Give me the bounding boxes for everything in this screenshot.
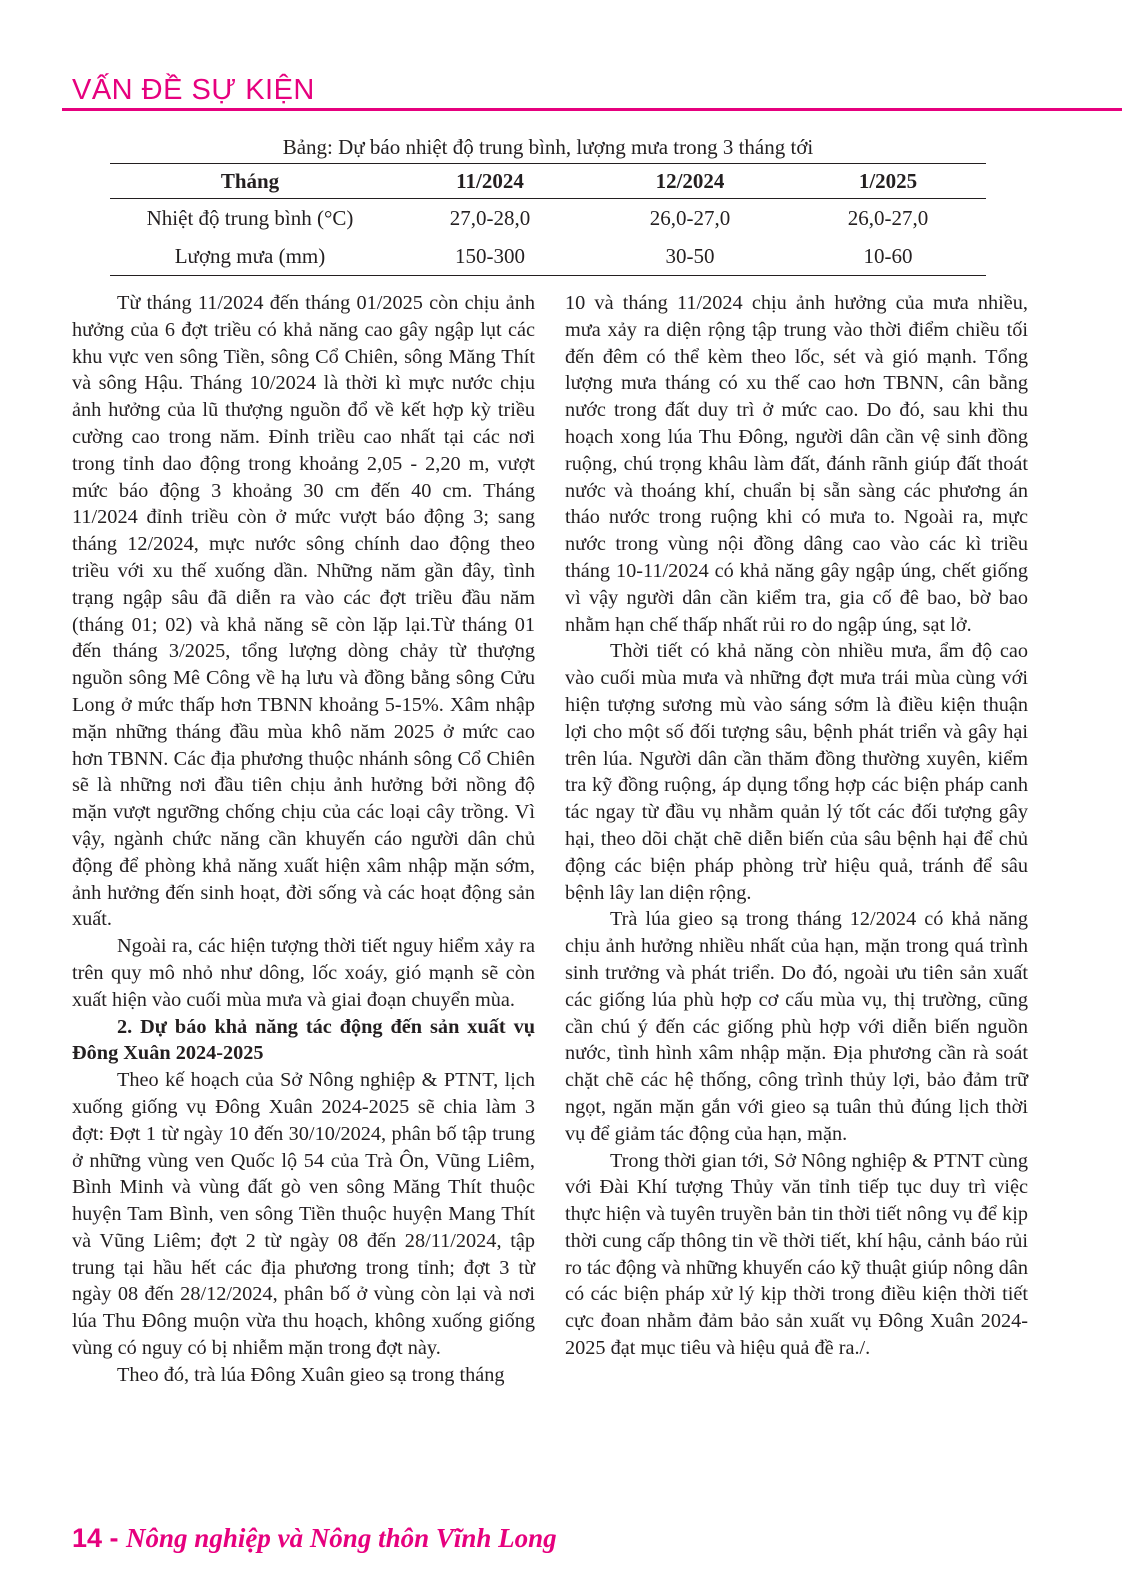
section-divider — [62, 108, 1122, 111]
page-number: 14 - — [72, 1523, 119, 1553]
table-header-cell: 1/2025 — [790, 164, 986, 199]
section-title: VẤN ĐỀ SỰ KIỆN — [72, 74, 315, 106]
article-paragraph: Trong thời gian tới, Sở Nông nghiệp & PTNT cùng với Đài Khí tượng Thủy văn tỉnh tiếp tục duy trì việc thực hiện và tuyên truyền bản tin thời tiết nông vụ để kịp thời cung cấp thông tin về thời tiết, khí hậu, cảnh báo rủi ro tác động và những khuyến cáo kỹ thuật giúp nông dân có các biện pháp xử lý kịp thời trong điều kiện thời tiết cực đoan nhằm đảm bảo sản xuất vụ Đông Xuân 2024-2025 đạt mục tiêu và hiệu quả đề ra./. — [565, 1149, 1028, 1360]
table-header-row — [110, 164, 986, 199]
table-row — [110, 199, 986, 238]
table-header-cell: Tháng — [110, 164, 390, 199]
section-heading: 2. Dự báo khả năng tác động đến sản xuất vụ Đông Xuân 2024-2025 — [72, 1015, 535, 1065]
table-header-cell: 12/2024 — [590, 164, 790, 199]
article-paragraph: Ngoài ra, các hiện tượng thời tiết nguy hiểm xảy ra trên quy mô nhỏ như dông, lốc xoáy, gió mạnh sẽ còn xuất hiện vào cuối mùa mưa và giai đoạn chuyển mùa. — [72, 935, 535, 1011]
table-header-cell: 11/2024 — [390, 164, 590, 199]
article-paragraph: Từ tháng 11/2024 đến tháng 01/2025 còn chịu ảnh hưởng của 6 đợt triều có khả năng cao gây ngập lụt các khu vực ven sông Tiền, sông Cổ Chiên, sông Măng Thít và sông Hậu. Tháng 10/2024 là thời kì mực nước chịu ảnh hưởng của lũ thượng nguồn đổ về kết hợp kỳ triều cường cao trong năm. Đỉnh triều cao nhất tại các nơi trong tỉnh dao động trong khoảng 2,05 - 2,20 m, vượt mức báo động 3 khoảng 30 cm đến 40 cm. Tháng 11/2024 đỉnh triều còn ở mức vượt báo động 3; sang tháng 12/2024, mực nước sông chính dao động theo triều với xu thế xuống dần. Những năm gần đây, tình trạng ngập sâu đã diễn ra vào các đợt triều đầu năm (tháng 01; 02) và khả năng sẽ còn lặp lại.Từ tháng 01 đến tháng 3/2025, tổng lượng dòng chảy từ thượng nguồn sông Mê Công về hạ lưu và đồng bằng sông Cửu Long ở mức thấp hơn TBNN khoảng 5-15%. Xâm nhập mặn những tháng đầu mùa khô năm 2025 ở mức cao hơn TBNN. Các địa phương thuộc nhánh sông Cổ Chiên sẽ là những nơi đầu tiên chịu ảnh hưởng bởi nồng độ mặn vượt ngưỡng chống chịu của các loại cây trồng. Vì vậy, ngành chức năng cần khuyến cáo người dân chủ động để phòng khả năng xuất hiện xâm nhập mặn sớm, ảnh hưởng đến sinh hoạt, đời sống và các hoạt động sản xuất. — [72, 292, 535, 931]
article-column-left — [72, 290, 535, 1389]
table-cell: 26,0-27,0 — [847, 205, 929, 230]
table-row — [110, 237, 986, 276]
table-cell: 30-50 — [590, 237, 790, 276]
table-cell: Nhiệt độ trung bình (°C) — [146, 205, 354, 230]
article-paragraph: Theo đó, trà lúa Đông Xuân gieo sạ trong tháng — [117, 1363, 505, 1386]
table-cell: 150-300 — [390, 237, 590, 276]
table-cell: 10-60 — [790, 237, 986, 276]
table-cell: 26,0-27,0 — [649, 205, 731, 230]
article-paragraph: Thời tiết có khả năng còn nhiều mưa, ẩm độ cao vào cuối mùa mưa và những đợt mưa trái mùa cùng với hiện tượng sương mù vào sáng sớm là điều kiện thuận lợi cho một số đối tượng sâu, bệnh phát triển và gây hại trên lúa. Người dân cần thăm đồng thường xuyên, kiểm tra kỹ đồng ruộng, áp dụng tổng hợp các biện pháp canh tác ngay từ đầu vụ nhằm quản lý tốt các đối tượng gây hại, theo dõi chặt chẽ diễn biến của sâu bệnh hại để chủ động các biện pháp phòng trừ hiệu quả, tránh để sâu bệnh lây lan diện rộng. — [565, 640, 1028, 904]
article-paragraph: Trà lúa gieo sạ trong tháng 12/2024 có khả năng chịu ảnh hưởng nhiều nhất của hạn, mặn trong quá trình sinh trưởng và phát triển. Do đó, ngoài ưu tiên sản xuất các giống lúa phù hợp cơ cấu mùa vụ, thị trường, cũng cần chú ý đến các giống phù hợp với diễn biến nguồn nước, tình hình xâm nhập mặn. Địa phương cần rà soát chặt chẽ các hệ thống, công trình thủy lợi, bảo đảm trữ ngọt, ngăn mặn gắn với gieo sạ tuân thủ đúng lịch thời vụ để giảm tác động của hạn, mặn. — [565, 908, 1028, 1145]
article-paragraph: Theo kế hoạch của Sở Nông nghiệp & PTNT, lịch xuống giống vụ Đông Xuân 2024-2025 sẽ chia làm 3 đợt: Đợt 1 từ ngày 10 đến 30/10/2024, phân bố tập trung ở những vùng ven Quốc lộ 54 của Trà Ôn, Vũng Liêm, Bình Minh và vùng đất gò ven sông Măng Thít thuộc huyện Tam Bình, ven sông Tiền thuộc huyện Mang Thít và Vũng Liêm; đợt 2 từ ngày 08 đến 28/11/2024, tập trung tại hầu hết các địa phương trong tỉnh; đợt 3 từ ngày 08 đến 28/12/2024, phân bố ở vùng còn lại và nơi lúa Thu Đông muộn vừa thu hoạch, không xuống giống vùng có nguy có bị nhiễm mặn trong đợt này. — [72, 1069, 535, 1360]
article-paragraph-continued: 10 và tháng 11/2024 chịu ảnh hưởng của mưa nhiều, mưa xảy ra diện rộng tập trung vào thời điểm chiều tối đến đêm có thể kèm theo lốc, sét và gió mạnh. Tổng lượng mưa tháng có xu thế cao hơn TBNN, cân bằng nước trong đất duy trì ở mức cao. Do đó, sau khi thu hoạch xong lúa Thu Đông, người dân cần vệ sinh đồng ruộng, chú trọng khâu làm đất, đánh rãnh giúp đất thoát nước và thoáng khí, chuẩn bị sẵn sàng các phương án tháo nước trong ruộng khi có mưa to. Ngoài ra, mực nước trong vùng nội đồng dâng cao vào các kì triều tháng 10-11/2024 có khả năng gây ngập úng, chết giống vì vậy người dân cần kiểm tra, gia cố đê bao, bờ bao nhằm hạn chế thấp nhất rủi ro do ngập úng, sạt lở. — [565, 292, 1028, 636]
table-cell: 27,0-28,0 — [449, 205, 531, 230]
publication-name: Nông nghiệp và Nông thôn Vĩnh Long — [126, 1523, 557, 1553]
page-footer — [72, 1523, 557, 1554]
article-column-right — [565, 290, 1028, 1362]
forecast-table — [110, 163, 986, 276]
table-cell: Lượng mưa (mm) — [110, 237, 390, 276]
table-caption: Bảng: Dự báo nhiệt độ trung bình, lượng mưa trong 3 tháng tới — [282, 135, 814, 159]
